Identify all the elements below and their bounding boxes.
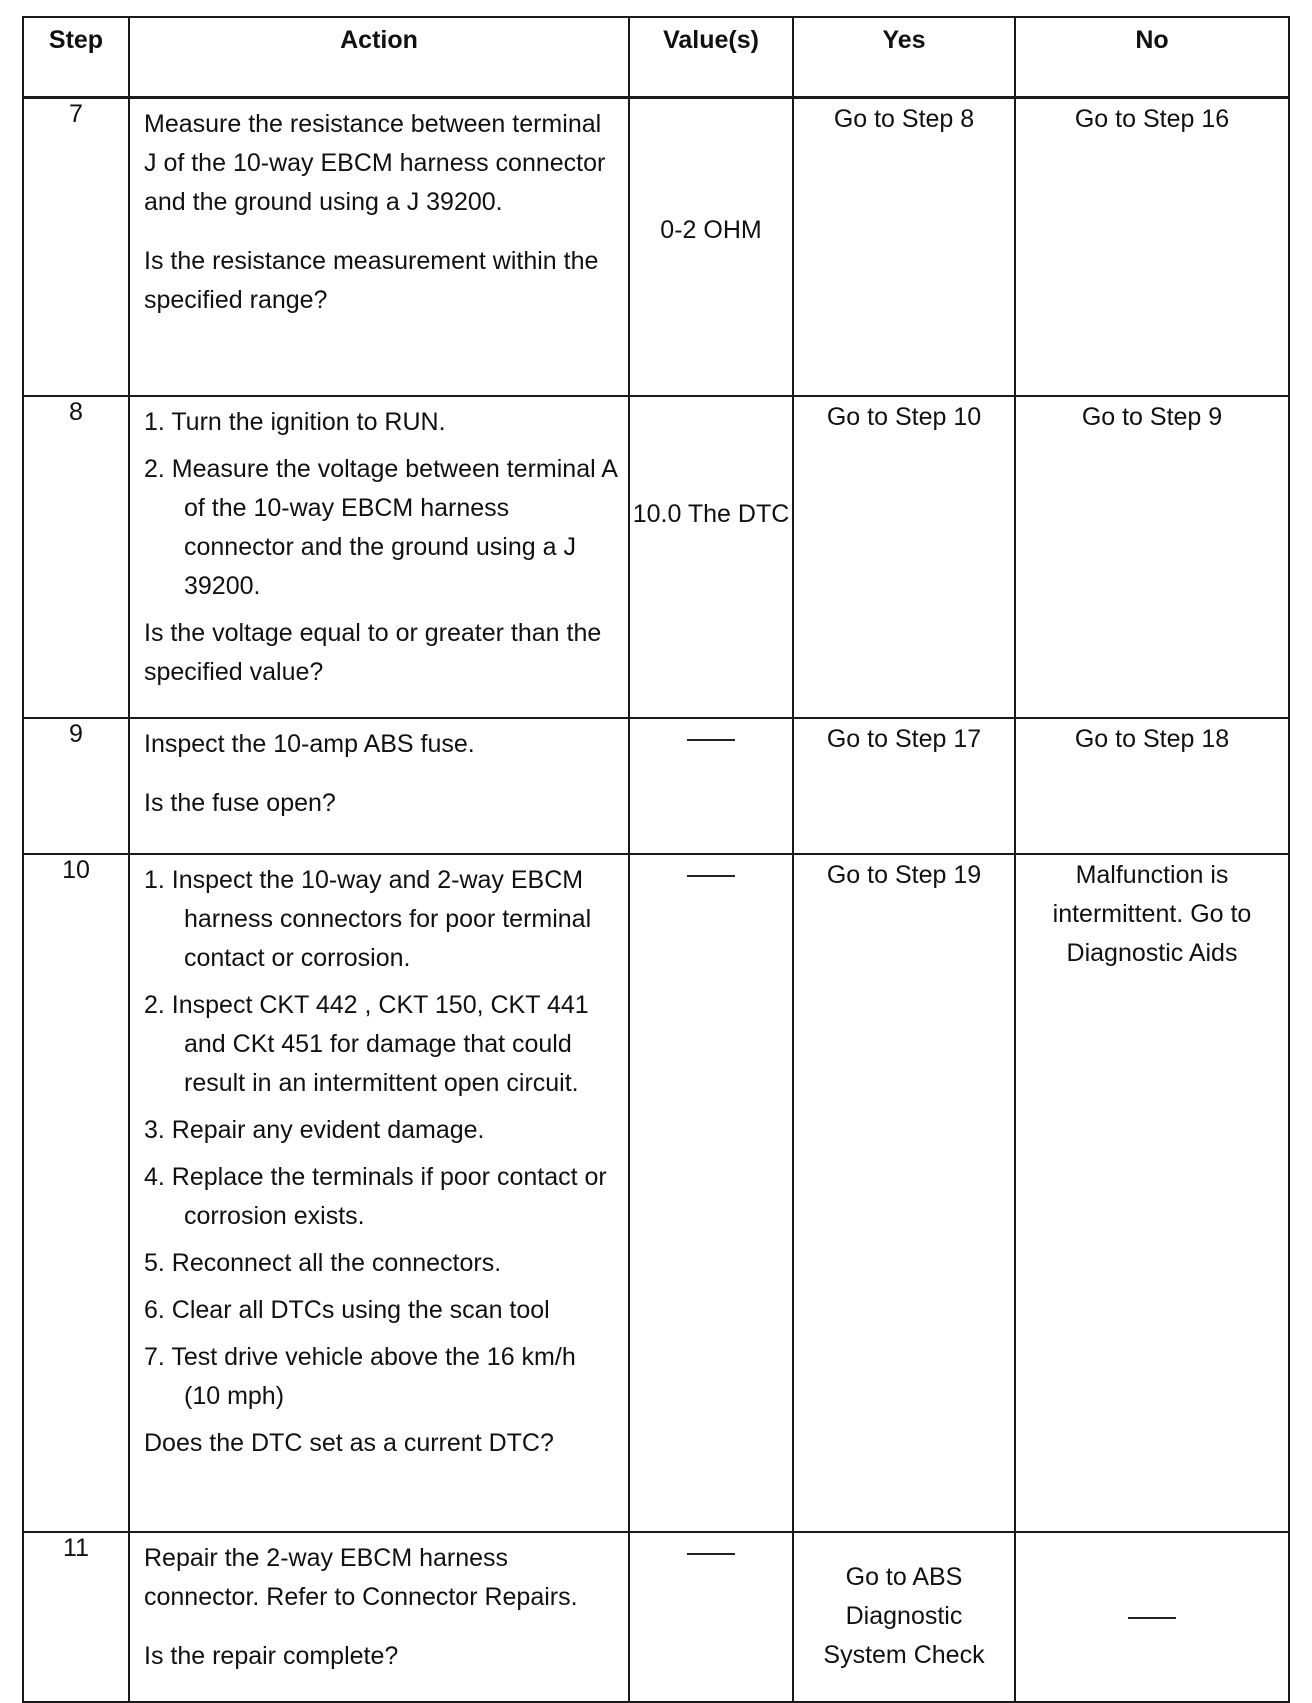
list-item: 5. Reconnect all the connectors. bbox=[144, 1248, 502, 1277]
list-item: 3. Repair any evident damage. bbox=[144, 1115, 485, 1144]
action-cell bbox=[129, 1532, 629, 1702]
yes-cell: Go to Step 17 bbox=[793, 718, 1015, 854]
table-row-step-11 bbox=[23, 1532, 1289, 1702]
value-cell bbox=[629, 396, 793, 718]
value-cell bbox=[629, 854, 793, 1532]
table-row-step-9 bbox=[23, 718, 1289, 854]
value-cell bbox=[629, 98, 793, 396]
yes-cell: Go to Step 8 bbox=[793, 98, 1015, 396]
action-cell bbox=[129, 718, 629, 854]
header-row bbox=[23, 17, 1289, 98]
action-cell bbox=[129, 98, 629, 396]
value-text: 0-2 OHM bbox=[660, 216, 762, 244]
yes-cell bbox=[793, 1532, 1015, 1702]
empty-no-dash bbox=[1128, 1617, 1176, 1619]
action-text: Repair the 2-way EBCM harness connector. Refer to Connector Repairs. bbox=[144, 1543, 578, 1611]
action-cell bbox=[129, 396, 629, 718]
action-text: Inspect the 10-amp ABS fuse. bbox=[144, 729, 475, 758]
yes-cell: Go to Step 19 bbox=[793, 854, 1015, 1532]
list-item: 7. Test drive vehicle above the 16 km/h (10 mph) bbox=[144, 1342, 576, 1410]
action-steps-list bbox=[144, 403, 618, 606]
action-question: Does the DTC set as a current DTC? bbox=[144, 1428, 554, 1457]
step-number: 7 bbox=[23, 98, 129, 396]
action-question: Is the fuse open? bbox=[144, 788, 336, 817]
no-cell: Go to Step 18 bbox=[1015, 718, 1289, 854]
value-cell bbox=[629, 718, 793, 854]
empty-value-dash bbox=[687, 1553, 735, 1555]
list-item: 1. Inspect the 10-way and 2-way EBCM harness connectors for poor terminal contact or corrosion. bbox=[144, 865, 592, 972]
no-cell bbox=[1015, 854, 1289, 1532]
action-question: Is the voltage equal to or greater than the specified value? bbox=[144, 618, 602, 686]
action-cell bbox=[129, 854, 629, 1532]
no-cell bbox=[1015, 1532, 1289, 1702]
no-text: Malfunction is intermittent. Go to Diagnostic Aids bbox=[1052, 860, 1252, 967]
empty-value-dash bbox=[687, 875, 735, 877]
no-cell: Go to Step 9 bbox=[1015, 396, 1289, 718]
list-item: 2. Inspect CKT 442 , CKT 150, CKT 441 and CKt 451 for damage that could result in an intermittent open circuit. bbox=[144, 990, 589, 1097]
diagnostic-table-sheet bbox=[22, 16, 1288, 1672]
step-number: 8 bbox=[23, 396, 129, 718]
list-item: 2. Measure the voltage between terminal A of the 10-way EBCM harness connector and the ground using a J 39200. bbox=[144, 454, 617, 600]
action-steps-list bbox=[144, 861, 618, 1416]
header-values: Value(s) bbox=[629, 17, 793, 98]
yes-text: Go to ABS Diagnostic System Check bbox=[823, 1563, 985, 1669]
action-question: Is the repair complete? bbox=[144, 1641, 399, 1670]
action-question: Is the resistance measurement within the specified range? bbox=[144, 247, 599, 314]
table-row-step-10 bbox=[23, 854, 1289, 1532]
action-text: Measure the resistance between terminal J of the 10-way EBCM harness connector and the ground using a J 39200. bbox=[144, 110, 606, 216]
header-step: Step bbox=[23, 17, 129, 98]
empty-value-dash bbox=[687, 739, 735, 741]
step-number: 9 bbox=[23, 718, 129, 854]
table-row-step-7 bbox=[23, 98, 1289, 396]
header-yes: Yes bbox=[793, 17, 1015, 98]
table-row-step-8 bbox=[23, 396, 1289, 718]
header-no: No bbox=[1015, 17, 1289, 98]
step-number: 11 bbox=[23, 1532, 129, 1702]
step-number: 10 bbox=[23, 854, 129, 1532]
list-item: 1. Turn the ignition to RUN. bbox=[144, 407, 446, 436]
yes-cell: Go to Step 10 bbox=[793, 396, 1015, 718]
list-item: 4. Replace the terminals if poor contact or corrosion exists. bbox=[144, 1162, 607, 1230]
header-action: Action bbox=[129, 17, 629, 98]
list-item: 6. Clear all DTCs using the scan tool bbox=[144, 1295, 550, 1324]
no-cell: Go to Step 16 bbox=[1015, 98, 1289, 396]
value-cell bbox=[629, 1532, 793, 1702]
value-text: 10.0 The DTC bbox=[632, 499, 790, 528]
diagnostic-table bbox=[22, 16, 1290, 1703]
